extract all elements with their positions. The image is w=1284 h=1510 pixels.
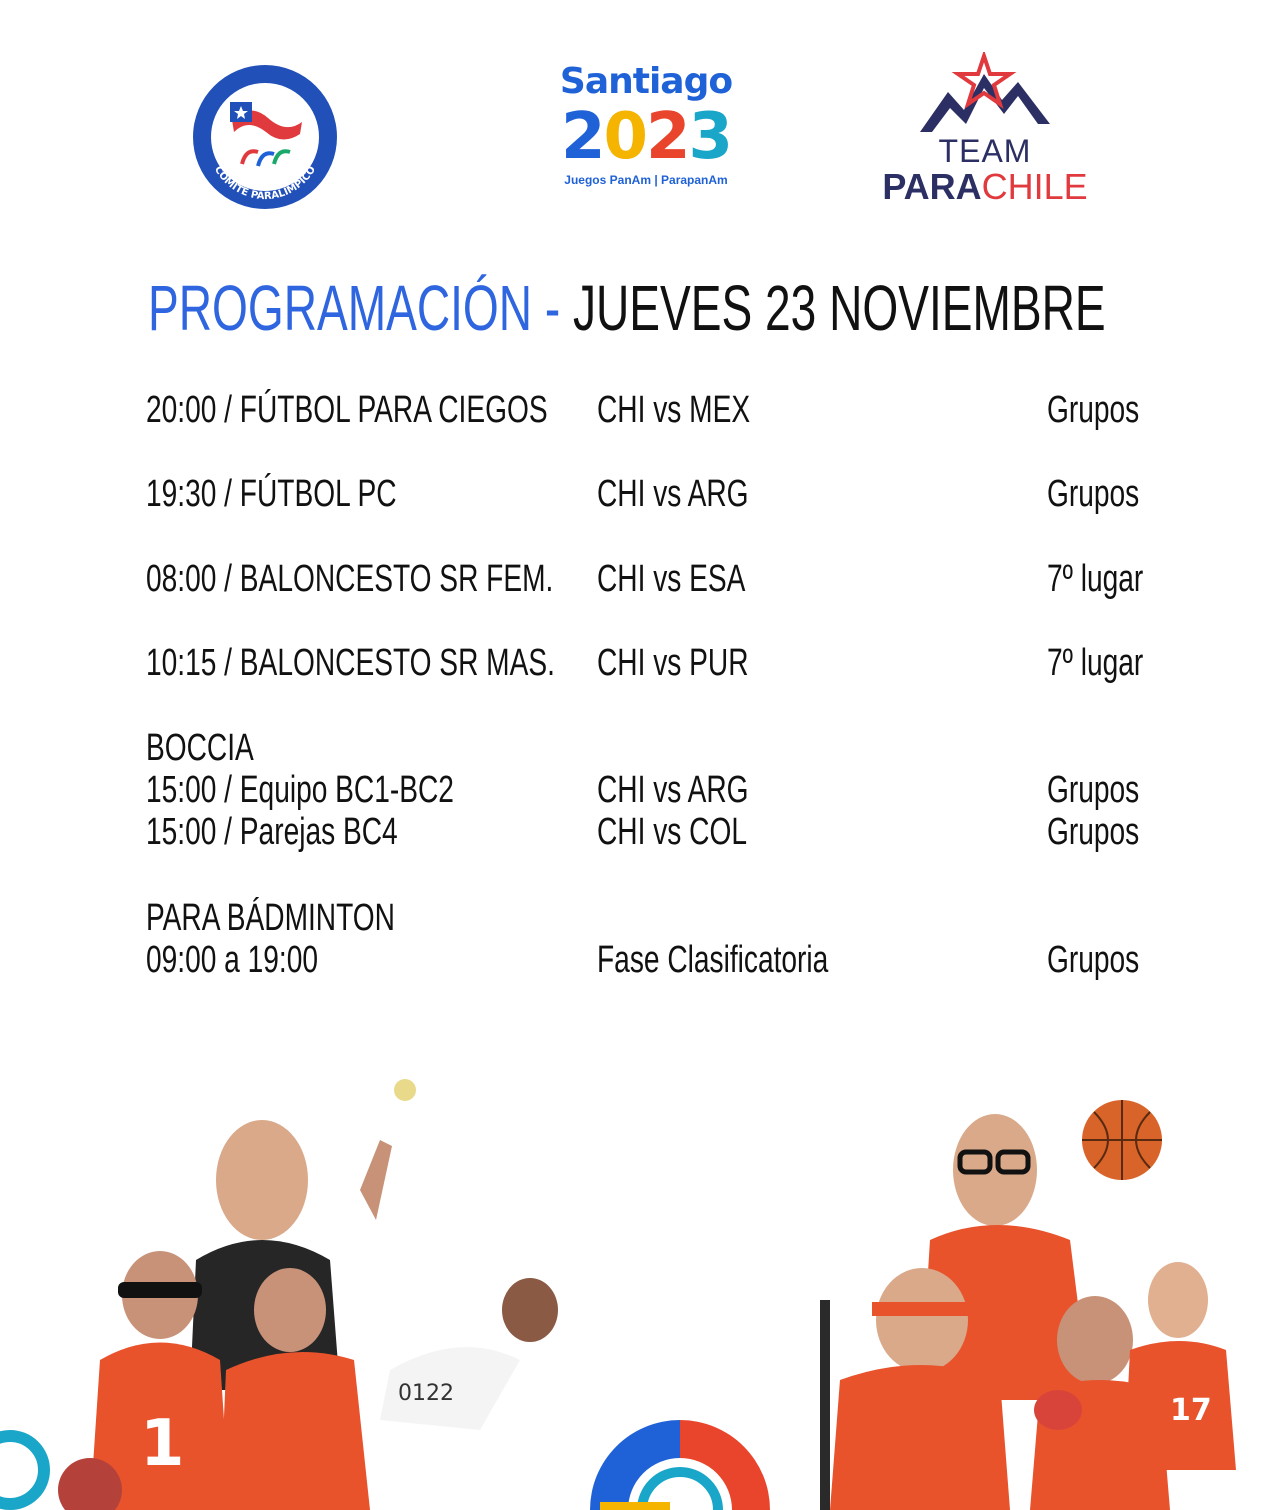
jersey-number-right: 17 [1170, 1393, 1212, 1428]
copc-bottom-text: COMITÉ PARALÍMPICO [211, 164, 319, 203]
match-cell: CHI vs ARG [597, 473, 749, 515]
phase-cell: 7º lugar [1047, 642, 1144, 684]
santiago-2023-logo [556, 62, 736, 212]
phase-cell: Grupos [1047, 389, 1140, 431]
match-cell: Fase Clasificatoria [597, 939, 829, 981]
phase-cell: Grupos [1047, 811, 1140, 853]
event-cell: 09:00 a 19:00 [146, 939, 319, 981]
match-cell: CHI vs COL [597, 811, 748, 853]
title-label: PROGRAMACIÓN [148, 272, 533, 344]
event-cell: 20:00 / FÚTBOL PARA CIEGOS [146, 389, 548, 431]
team-parachile-logo [880, 52, 1090, 217]
title-separator: - [532, 272, 573, 344]
phase-cell: Grupos [1047, 769, 1140, 811]
tennis-ball-icon [394, 1079, 416, 1101]
schedule-row [0, 641, 1284, 685]
parachile-word: PARACHILE [882, 166, 1088, 207]
title-date: JUEVES 23 NOVIEMBRE [572, 272, 1106, 344]
powerlifter-figure [190, 1120, 340, 1390]
event-cell: 08:00 / BALONCESTO SR FEM. [146, 558, 554, 600]
schedule-row [0, 472, 1284, 516]
phase-cell: Grupos [1047, 939, 1140, 981]
basketball-icon [1082, 1100, 1162, 1180]
section-title-badminton: PARA BÁDMINTON [146, 897, 395, 939]
match-cell: CHI vs ESA [597, 558, 746, 600]
santiago-year: 2023 [560, 100, 732, 174]
event-cell: 19:30 / FÚTBOL PC [146, 473, 397, 515]
phase-cell: 7º lugar [1047, 558, 1144, 600]
event-cell: 10:15 / BALONCESTO SR MAS. [146, 642, 555, 684]
event-cell: 15:00 / Equipo BC1-BC2 [146, 769, 454, 811]
page-title [148, 268, 1106, 348]
paddle-icon [1034, 1390, 1082, 1430]
schedule-row [0, 388, 1284, 432]
santiago-circle-icon [590, 1420, 770, 1510]
team-word: TEAM [938, 133, 1032, 169]
decorative-ring-icon [0, 1436, 44, 1504]
match-cell: CHI vs PUR [597, 642, 749, 684]
schedule-row [0, 938, 1284, 982]
schedule-row [0, 810, 1284, 854]
wheelchair-basketball-player-figure [1124, 1262, 1236, 1470]
santiago-word: Santiago [559, 61, 733, 102]
runner-figure [380, 1278, 558, 1430]
section-title-boccia: BOCCIA [146, 727, 254, 769]
santiago-subtitle: Juegos PanAm | ParapanAm [564, 173, 728, 187]
mountain-star-icon [920, 52, 1060, 136]
event-cell: 15:00 / Parejas BC4 [146, 811, 398, 853]
match-cell: CHI vs MEX [597, 389, 751, 431]
comite-paralimpico-logo [190, 62, 340, 212]
schedule-row [0, 768, 1284, 812]
phase-cell: Grupos [1047, 473, 1140, 515]
jersey-number-left: 1 [140, 1407, 185, 1481]
athletes-illustration [0, 1070, 1284, 1510]
copc-top-text: CHILE [244, 81, 286, 99]
match-cell: CHI vs ARG [597, 769, 749, 811]
schedule-row [0, 557, 1284, 601]
runner-bib: 0122 [398, 1381, 454, 1406]
